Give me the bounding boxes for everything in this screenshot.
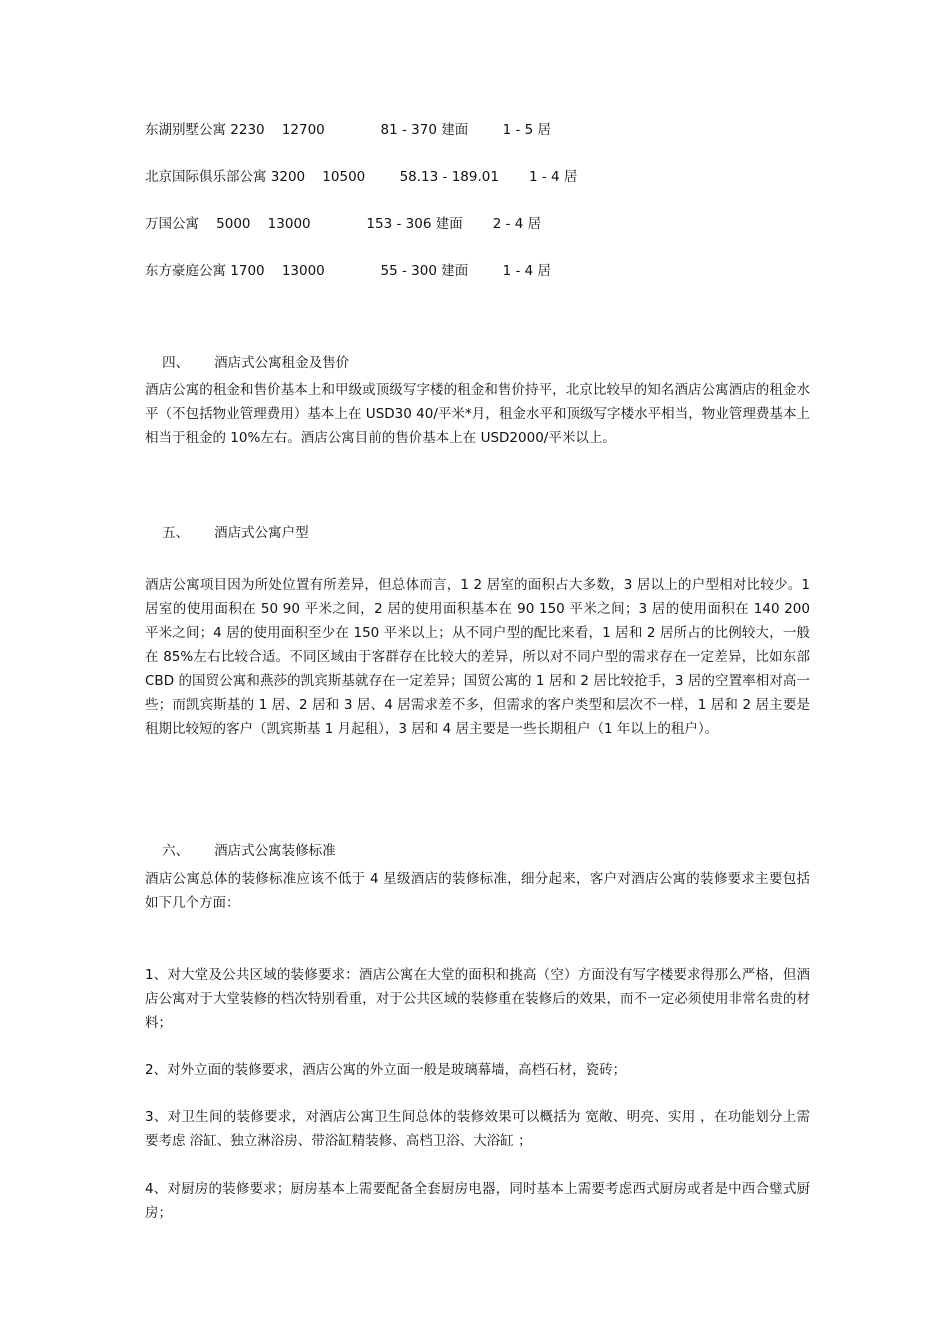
apartment-row: 东方豪庭公寓 1700 13000 55 - 300 建面 1 - 4 居 (145, 263, 551, 279)
list-item: 1、对大堂及公共区域的装修要求：酒店公寓在大堂的面积和挑高（空）方面没有写字楼要求得那么严格，但酒店公寓对于大堂装修的档次特别看重，对于公共区域的装修重在装修后的效果，而不一定必须使用非常名贵的材料； (145, 967, 810, 1031)
section-title: 酒店式公寓装修标准 (214, 843, 336, 859)
list-item: 3、对卫生间的装修要求，对酒店公寓卫生间总体的装修效果可以概括为 宽敞、明亮、实用 ，在功能划分上需要考虑 浴缸、独立淋浴房、带浴缸精装修、高档卫浴、大浴缸 ； (145, 1109, 810, 1149)
section-number: 四、 (162, 355, 190, 371)
section-number: 五、 (162, 525, 190, 541)
section-body-layout: 酒店公寓项目因为所处位置有所差异，但总体而言，1 2 居室的面积占大多数，3 居以上的户型相对比较少。1 居室的使用面积在 50 90 平米之间，2 居的使用面积基本在 90 150 平米之间；3 居的使用面积在 140 200 平米之间；4 居的使用面积至少在 150 平米以上；从不同户型的配比来看，1 居和 2 居所占的比例较大，一般在 85%左右比较合适。不同区域由于客群存在比较大的差异，所以对不同户型的需求存在一定差异，比如东部 CBD 的国贸公寓和燕莎的凯宾斯基就存在一定差异；国贸公寓的 1 居和 2 居比较抢手，3 居的空置率相对高一些；而凯宾斯基的 1 居、2 居和 3 居、4 居需求差不多，但需求的客户类型和层次不一样，1 居和 2 居主要是租期比较短的客户（凯宾斯基 1 月起租），3 居和 4 居主要是一些长期租户（1 年以上的租户）。 (145, 577, 810, 737)
apartment-row: 万国公寓 5000 13000 153 - 306 建面 2 - 4 居 (145, 216, 542, 232)
section-number: 六、 (162, 843, 190, 859)
list-item: 2、对外立面的装修要求，酒店公寓的外立面一般是玻璃幕墙，高档石材，瓷砖； (145, 1062, 627, 1078)
section-title: 酒店式公寓租金及售价 (214, 355, 350, 371)
section-title: 酒店式公寓户型 (214, 525, 309, 541)
list-item: 4、对厨房的装修要求；厨房基本上需要配备全套厨房电器，同时基本上需要考虑西式厨房或者是中西合璧式厨房； (145, 1181, 810, 1221)
section-body-rent: 酒店公寓的租金和售价基本上和甲级或顶级写字楼的租金和售价持平，北京比较早的知名酒店公寓酒店的租金水平（不包括物业管理费用）基本上在 USD30 40/平米*月，租金水平和顶级写字楼水平相当，物业管理费基本上相当于租金的 10%左右。酒店公寓目前的售价基本上在 USD2000/平米以上。 (145, 382, 810, 446)
section-heading-layout (145, 505, 309, 557)
section-intro-decoration: 酒店公寓总体的装修标准应该不低于 4 星级酒店的装修标准，细分起来，客户对酒店公寓的装修要求主要包括如下几个方面： (145, 871, 810, 911)
apartment-row: 北京国际俱乐部公寓 3200 10500 58.13 - 189.01 1 - 4 居 (145, 169, 578, 185)
apartment-row: 东湖别墅公寓 2230 12700 81 - 370 建面 1 - 5 居 (145, 122, 551, 138)
